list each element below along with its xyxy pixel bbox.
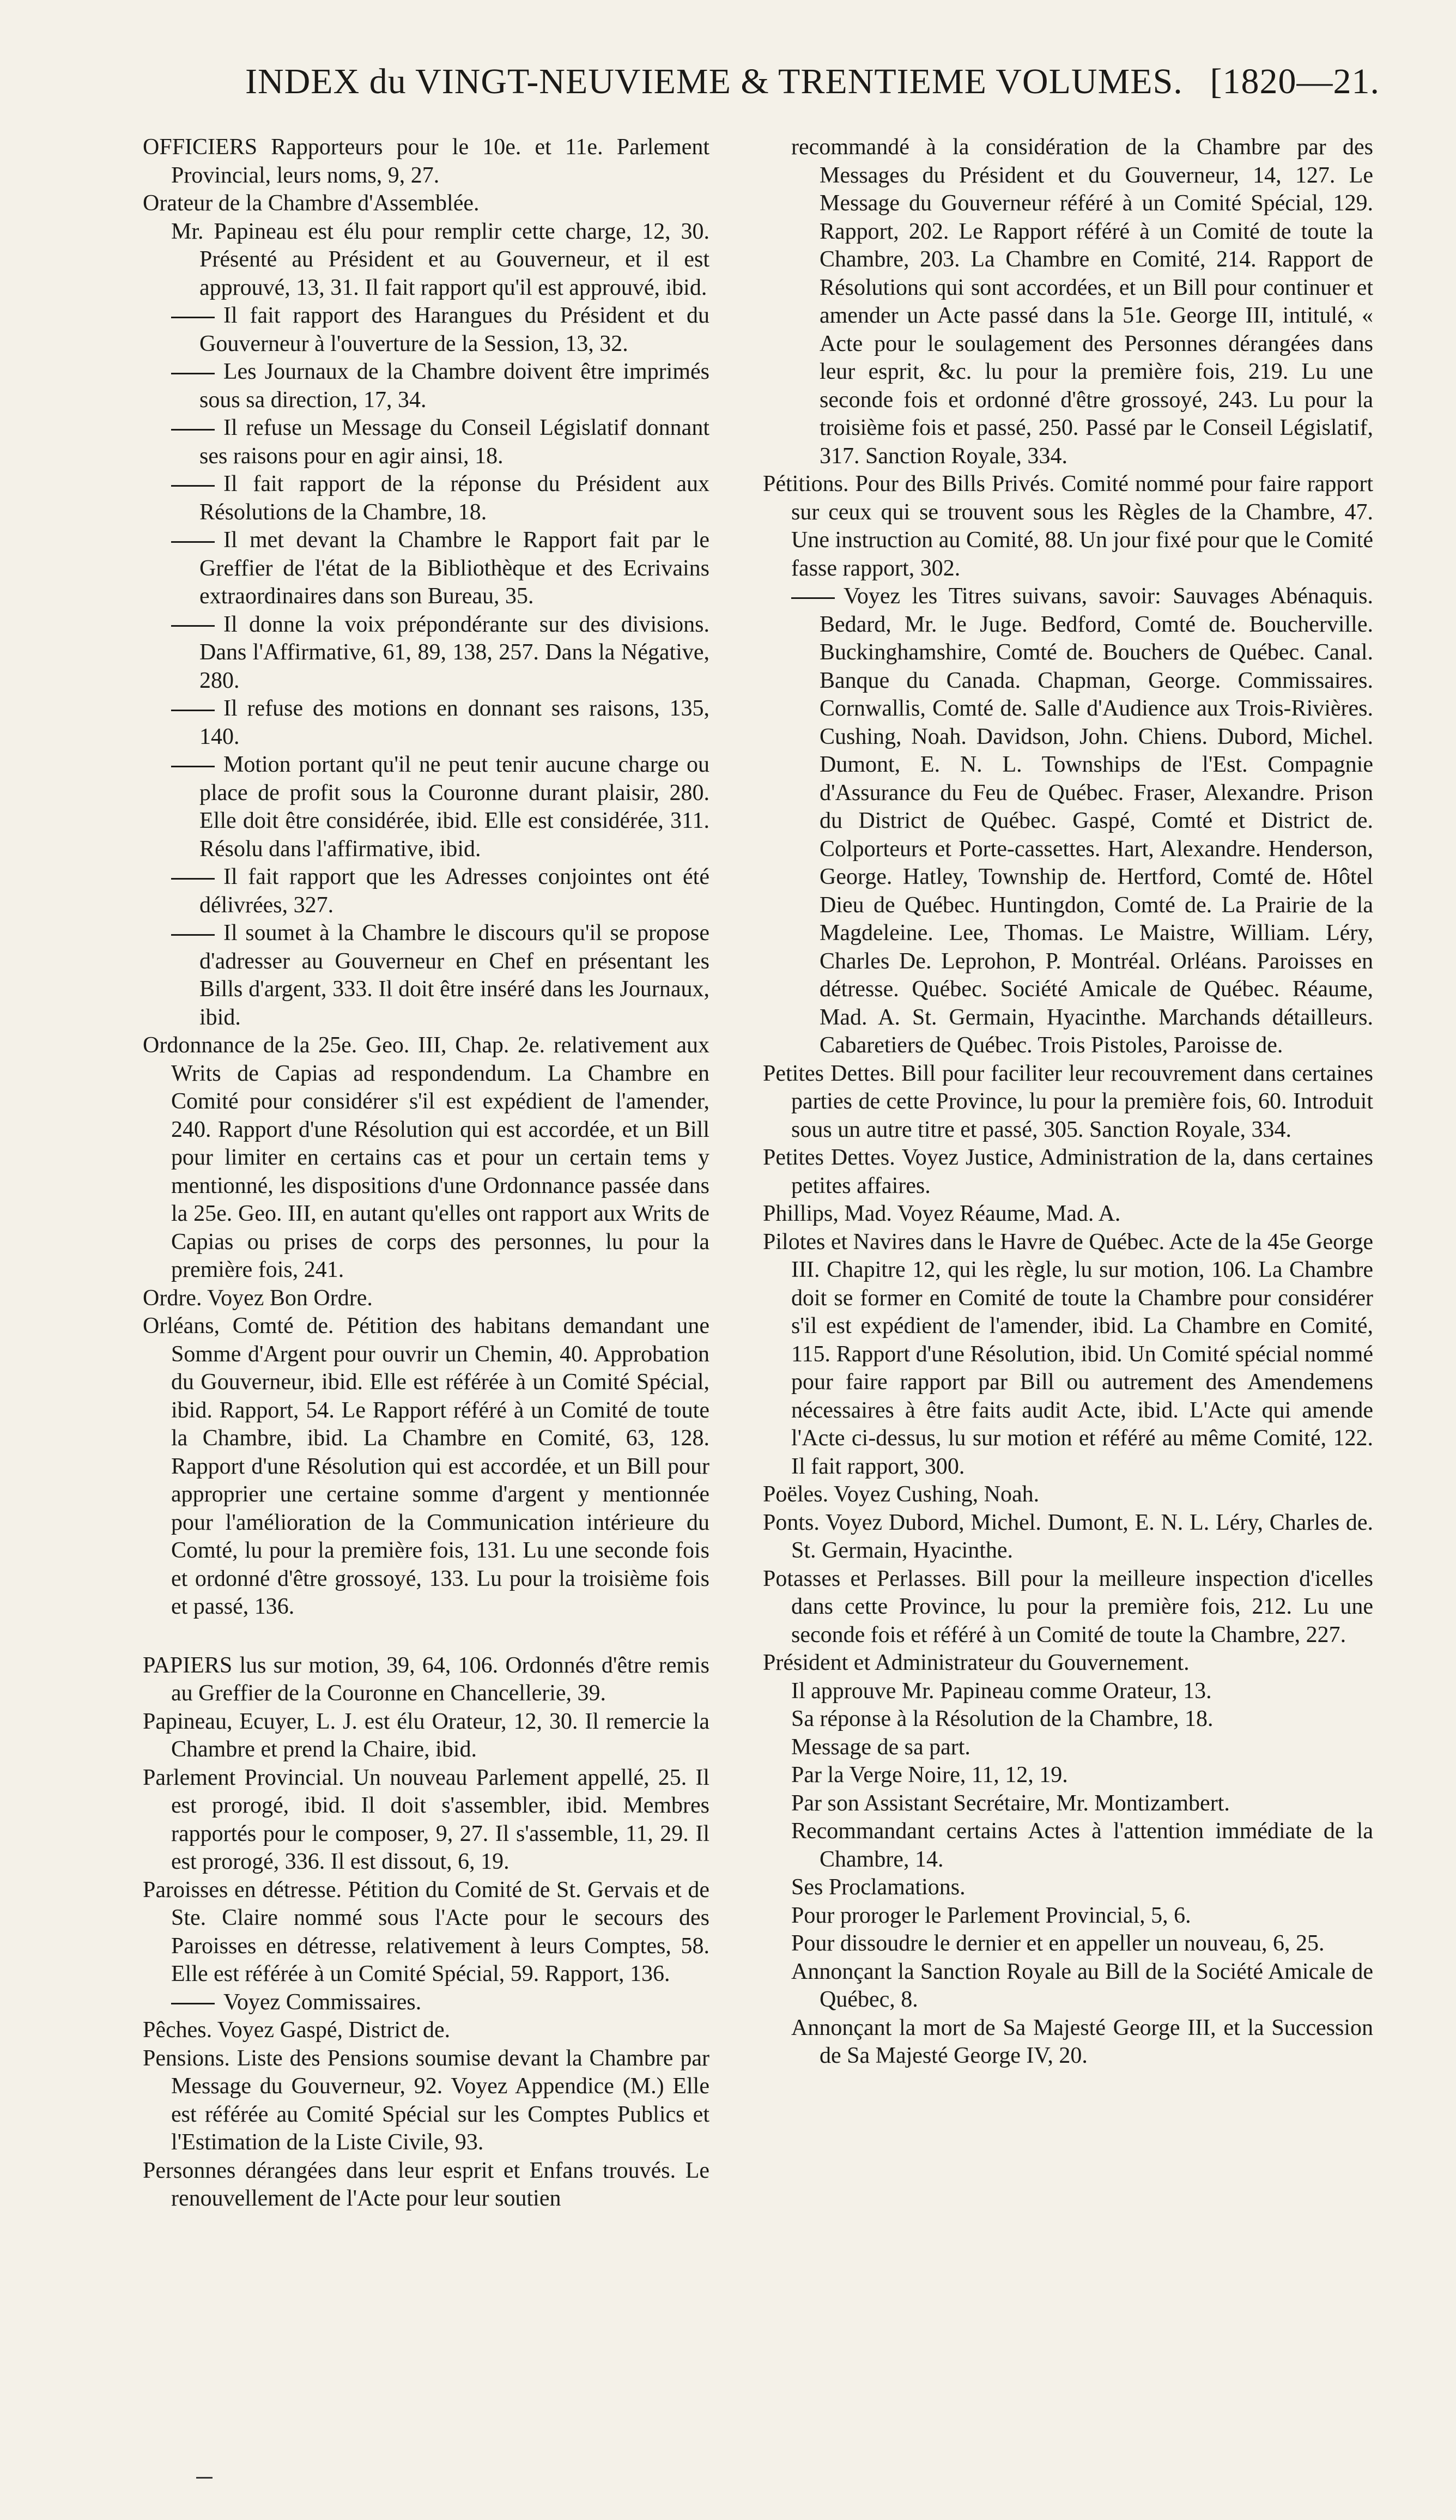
index-entry [143, 751, 709, 863]
entry-text: PAPIERS lus sur motion, 39, 64, 106. Ordonnés d'être remis au Greffier de la Couronne en Chancellerie, 39. [143, 1652, 709, 1706]
entry-text: Il refuse un Message du Conseil Législatif donnant ses raisons pour en agir ainsi, 18. [199, 415, 709, 469]
index-entry [143, 302, 709, 358]
entry-text: Il soumet à la Chambre le discours qu'il se propose d'adresser au Gouverneur en Chef en présentant les Bills d'argent, 333. Il doit être inséré dans les Journaux, ibid. [199, 920, 709, 1030]
entry-text: Par la Verge Noire, 11, 12, 19. [791, 1762, 1068, 1788]
index-entry [763, 1902, 1373, 1930]
ditto-dash [791, 583, 844, 611]
ditto-dash [171, 414, 223, 443]
index-entry [763, 1818, 1373, 1874]
left-column [143, 134, 709, 2213]
index-entry [143, 2157, 709, 2213]
index-entry [763, 1481, 1373, 1509]
ditto-dash [171, 919, 223, 948]
header-years: [1820—21. [1210, 62, 1380, 101]
entry-text: Parlement Provincial. Un nouveau Parlement appellé, 25. Il est prorogé, ibid. Il doit s'assembler, ibid. Membres rapportés pour le composer, 9, 27. Il s'assemble, 11, 29. Il est prorogé, 336. Il est dissout, 6, 19. [143, 1765, 709, 1874]
index-entry [763, 1958, 1373, 2014]
index-entry [763, 1228, 1373, 1481]
entry-text: Recommandant certains Actes à l'attention immédiate de la Chambre, 14. [791, 1819, 1373, 1872]
index-entry [763, 1790, 1373, 1818]
index-entry [763, 1705, 1373, 1734]
index-entry [143, 1989, 709, 2017]
section-gap [143, 1621, 709, 1652]
entry-text: Ordre. Voyez Bon Ordre. [143, 1285, 373, 1311]
ditto-dash [171, 302, 223, 330]
index-entry [763, 134, 1373, 470]
index-entry [763, 1761, 1373, 1790]
index-entry [143, 1312, 709, 1621]
entry-text: Paroisses en détresse. Pétition du Comité de St. Gervais et de Ste. Claire nommé sous l'Acte pour le secours des Paroisses en détresse, relativement à leurs Comptes, 58. Elle est référée à un Comité Spécial, 59. Rapport, 136. [143, 1877, 709, 1986]
entry-text: Orléans, Comté de. Pétition des habitans demandant une Somme d'Argent pour ouvrir un Chemin, 40. Approbation du Gouverneur, ibid. Elle est référée à un Comité Spécial, ibid. Rapport, 54. Le Rapport référé à un Comité de toute la Chambre, ibid. La Chambre en Comité, 63, 128. Rapport d'une Résolution qui est accordée, et un Bill pour approprier une certaine somme d'argent y mentionnée pour l'amélioration de la Communication intérieure du Comté, lu pour la première fois, 131. Lu une seconde fois et ordonné d'être grossoyé, 133. Lu pour la troisième fois et passé, 136. [143, 1313, 709, 1619]
ditto-dash [171, 695, 223, 723]
entry-text: Annonçant la Sanction Royale au Bill de la Société Amicale de Québec, 8. [791, 1959, 1373, 2012]
header-title: INDEX du VINGT-NEUVIEME & TRENTIEME VOLUMES. [245, 62, 1183, 101]
entry-text: Annonçant la mort de Sa Majesté George III, et la Succession de Sa Majesté George IV, 20. [791, 2015, 1373, 2068]
index-entry [763, 1565, 1373, 1650]
index-entry [763, 1874, 1373, 1902]
entry-text: Phillips, Mad. Voyez Réaume, Mad. A. [763, 1201, 1121, 1226]
index-entry [143, 863, 709, 919]
entry-text: Les Journaux de la Chambre doivent être imprimés sous sa direction, 17, 34. [199, 359, 709, 413]
bottom-mark [196, 2477, 213, 2479]
index-entry [143, 414, 709, 470]
entry-text: Pêches. Voyez Gaspé, District de. [143, 2018, 451, 2043]
entry-text: Il fait rapport de la réponse du Président aux Résolutions de la Chambre, 18. [199, 471, 709, 525]
entry-text: Pensions. Liste des Pensions soumise devant la Chambre par Message du Gouverneur, 92. Voyez Appendice (M.) Elle est référée au Comité Spécial sur les Comptes Publics et l'Estimation de la Liste Civile, 93. [143, 2045, 709, 2155]
ditto-dash [171, 526, 223, 555]
index-entry [143, 190, 709, 218]
index-entry [143, 695, 709, 751]
index-entry [763, 1509, 1373, 1565]
index-entry [143, 919, 709, 1032]
ditto-dash [171, 863, 223, 892]
ditto-dash [171, 358, 223, 386]
entry-text: Il met devant la Chambre le Rapport fait par le Greffier de l'état de la Bibliothèque et des Ecrivains extraordinaires dans son Bureau, 35. [199, 528, 709, 609]
entry-text: Il approuve Mr. Papineau comme Orateur, 13. [791, 1678, 1212, 1704]
index-entry [763, 1200, 1373, 1228]
index-entry [763, 1649, 1373, 1677]
ditto-dash [171, 611, 223, 639]
index-entry [763, 583, 1373, 1060]
entry-text: Pilotes et Navires dans le Havre de Québec. Acte de la 45e George III. Chapitre 12, qui les règle, lu sur motion, 106. La Chambre doit se former en Comité de toute la Chambre pour considérer s'il est expédient de l'amender, ibid. La Chambre en Comité, 115. Rapport d'une Résolution, ibid. Un Comité spécial nommé pour faire rapport par Bill ou autrement des Amendemens nécessaires à être faits audit Acte, ibid. L'Acte qui amende l'Acte ci-dessus, lu sur motion et référé au même Comité, 122. Il fait rapport, 300. [763, 1229, 1373, 1479]
entry-text: Petites Dettes. Bill pour faciliter leur recouvrement dans certaines parties de cette Province, lu pour la première fois, 60. Introduit sous un autre titre et passé, 305. Sanction Royale, 334. [763, 1061, 1373, 1142]
entry-text: Papineau, Ecuyer, L. J. est élu Orateur, 12, 30. Il remercie la Chambre et prend la Chaire, ibid. [143, 1709, 709, 1762]
entry-text: Personnes dérangées dans leur esprit et Enfans trouvés. Le renouvellement de l'Acte pour leur soutien [143, 2158, 709, 2211]
entry-text: Sa réponse à la Résolution de la Chambre, 18. [791, 1706, 1214, 1731]
index-entry [763, 1734, 1373, 1762]
ditto-dash [171, 751, 223, 779]
entry-text: Pétitions. Pour des Bills Privés. Comité nommé pour faire rapport sur ceux qui se trouvent sous les Règles de la Chambre, 47. Une instruction au Comité, 88. Un jour fixé pour que le Comité fasse rapport, 302. [763, 471, 1373, 581]
index-entry [763, 1144, 1373, 1200]
entry-text: Il refuse des motions en donnant ses raisons, 135, 140. [199, 696, 709, 749]
index-entry [143, 1764, 709, 1876]
entry-text: Petites Dettes. Voyez Justice, Administration de la, dans certaines petites affaires. [763, 1145, 1373, 1198]
entry-text: Il donne la voix prépondérante sur des divisions. Dans l'Affirmative, 61, 89, 138, 257. Dans la Négative, 280. [199, 611, 709, 693]
entry-text: Président et Administrateur du Gouvernement. [763, 1650, 1190, 1675]
entry-text: Message de sa part. [791, 1734, 970, 1760]
entry-text: Par son Assistant Secrétaire, Mr. Montizambert. [791, 1790, 1230, 1816]
index-entry [143, 1876, 709, 1989]
entry-text: recommandé à la considération de la Chambre par des Messages du Président et du Gouverneur, 14, 127. Le Message du Gouverneur référé à un Comité Spécial, 129. Rapport, 202. Le Rapport référé à un Comité de toute la Chambre, 203. La Chambre en Comité, 214. Rapport de Résolutions qui sont accordées, et un Bill pour continuer et amender un Acte passé dans la 51e. George III, intitulé, « Acte pour le soulagement des Personnes dérangées dans leur esprit, &c. lu pour la première fois, 219. Lu une seconde fois et ordonné d'être grossoyé, 243. Lu pour la troisième fois et passé, 250. Passé par le Conseil Législatif, 317. Sanction Royale, 334. [791, 135, 1373, 469]
index-entry [143, 358, 709, 414]
page-header [180, 61, 1380, 121]
entry-text: Mr. Papineau est élu pour remplir cette charge, 12, 30. Présenté au Président et au Gouverneur, et il est approuvé, 13, 31. Il fait rapport qu'il est approuvé, ibid. [171, 219, 709, 300]
entry-text: Motion portant qu'il ne peut tenir aucune charge ou place de profit sous la Couronne durant plaisir, 280. Elle doit être considérée, ibid. Elle est considérée, 311. Résolu dans l'affirmative, ibid. [199, 752, 709, 862]
index-entry [763, 470, 1373, 583]
entry-text: Il fait rapport des Harangues du Président et du Gouverneur à l'ouverture de la Session, 13, 32. [199, 303, 709, 356]
entry-text: Ponts. Voyez Dubord, Michel. Dumont, E. N. L. Léry, Charles de. St. Germain, Hyacinthe. [763, 1510, 1373, 1563]
index-entry [143, 1708, 709, 1764]
index-entry [143, 2016, 709, 2045]
ditto-dash [171, 470, 223, 499]
index-entry [143, 2045, 709, 2157]
right-column [763, 134, 1373, 2070]
entry-text: Pour dissoudre le dernier et en appeller un nouveau, 6, 25. [791, 1931, 1325, 1956]
entry-text: Voyez Commissaires. [223, 1989, 422, 2015]
index-entry [143, 218, 709, 302]
entry-text: Il fait rapport que les Adresses conjointes ont été délivrées, 327. [199, 864, 709, 918]
index-entry [143, 1285, 709, 1313]
entry-text: Potasses et Perlasses. Bill pour la meilleure inspection d'icelles dans cette Province, lu pour la première fois, 212. Lu une seconde fois et référé à un Comité de toute la Chambre, 227. [763, 1566, 1373, 1647]
index-entry [143, 1652, 709, 1708]
index-entry [143, 526, 709, 611]
entry-text: Ordonnance de la 25e. Geo. III, Chap. 2e. relativement aux Writs de Capias ad respondendum. La Chambre en Comité pour considérer s'il est expédient de l'amender, 240. Rapport d'une Résolution qui est accordée, et un Bill pour limiter en certains cas et pour un certain tems y mentionné, les dispositions d'une Ordonnance passée dans la 25e. Geo. III, en autant qu'elles ont rapport aux Writs de Capias ou prises de corps des personnes, lu pour la première fois, 241. [143, 1033, 709, 1282]
entry-text: Pour proroger le Parlement Provincial, 5, 6. [791, 1903, 1191, 1928]
entry-text: Ses Proclamations. [791, 1875, 966, 1900]
entry-text: OFFICIERS Rapporteurs pour le 10e. et 11e. Parlement Provincial, leurs noms, 9, 27. [143, 135, 709, 188]
index-entry [143, 470, 709, 526]
ditto-dash [171, 1989, 223, 2017]
index-entry [763, 1677, 1373, 1706]
index-entry [143, 1032, 709, 1285]
entry-text: Orateur de la Chambre d'Assemblée. [143, 191, 480, 216]
index-entry [143, 611, 709, 695]
index-entry [763, 1930, 1373, 1958]
entry-text: Voyez les Titres suivans, savoir: Sauvages Abénaquis. Bedard, Mr. le Juge. Bedford, Comté de. Boucherville. Buckinghamshire, Comté de. Bouchers de Québec. Canal. Banque du Canada. Chapman, George. Commissaires. Cornwallis, Comté de. Salle d'Audience aux Trois-Rivières. Cushing, Noah. Davidson, John. Chiens. Dubord, Michel. Dumont, E. N. L. Townships de l'Est. Compagnie d'Assurance du Feu de Québec. Fraser, Alexandre. Prison du District de Québec. Gaspé, Comté et District de. Colporteurs et Porte-cassettes. Hart, Alexandre. Henderson, George. Hatley, Township de. Hertford, Comté de. Hôtel Dieu de Québec. Huntingdon, Comté de. La Prairie de la Magdeleine. Lee, Thomas. Le Maistre, William. Léry, Charles De. Leprohon, P. Montréal. Orléans. Paroisses en détresse. Québec. Société Amicale de Québec. Réaume, Mad. A. St. Germain, Hyacinthe. Marchands détailleurs. Cabaretiers de Québec. Trois Pistoles, Paroisse de. [820, 584, 1373, 1058]
index-entry [143, 134, 709, 190]
index-entry [763, 2014, 1373, 2070]
entry-text: Poëles. Voyez Cushing, Noah. [763, 1482, 1040, 1507]
index-entry [763, 1060, 1373, 1144]
